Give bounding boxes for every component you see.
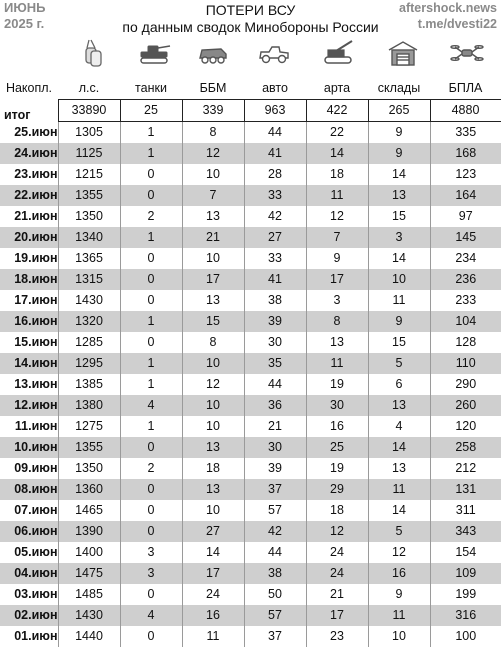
cell-artillery: 17	[306, 269, 368, 290]
cell-depots: 3	[368, 227, 430, 248]
col-header-afv: ББМ	[182, 78, 244, 100]
table-row	[0, 353, 501, 374]
cell-uav: 212	[430, 458, 501, 479]
col-header-vehicles: авто	[244, 78, 306, 100]
cell-tanks: 1	[120, 122, 182, 144]
cell-afv: 7	[182, 185, 244, 206]
cell-uav: 236	[430, 269, 501, 290]
cell-uav: 104	[430, 311, 501, 332]
cell-personnel: 1355	[58, 437, 120, 458]
cell-tanks: 1	[120, 311, 182, 332]
cell-tanks: 4	[120, 395, 182, 416]
cell-personnel: 1475	[58, 563, 120, 584]
cell-personnel: 1440	[58, 626, 120, 647]
row-date: 20.июн	[0, 227, 58, 248]
cell-afv: 10	[182, 416, 244, 437]
totals-label: итог	[0, 100, 58, 122]
table-row	[0, 458, 501, 479]
col-header-uav: БПЛА	[430, 78, 501, 100]
cell-vehicles: 39	[244, 311, 306, 332]
total-uav: 4880	[430, 100, 501, 122]
col-header-personnel: л.с.	[58, 78, 120, 100]
cell-personnel: 1355	[58, 185, 120, 206]
cell-uav: 258	[430, 437, 501, 458]
cell-depots: 15	[368, 332, 430, 353]
cumulative-label: Накопл.	[0, 78, 58, 100]
cell-personnel: 1125	[58, 143, 120, 164]
cell-afv: 16	[182, 605, 244, 626]
cell-uav: 123	[430, 164, 501, 185]
cell-afv: 13	[182, 437, 244, 458]
cell-tanks: 1	[120, 353, 182, 374]
cell-uav: 164	[430, 185, 501, 206]
cell-artillery: 23	[306, 626, 368, 647]
cell-afv: 21	[182, 227, 244, 248]
cell-depots: 9	[368, 584, 430, 605]
cell-personnel: 1430	[58, 290, 120, 311]
cell-vehicles: 42	[244, 521, 306, 542]
cell-tanks: 0	[120, 521, 182, 542]
total-depots: 265	[368, 100, 430, 122]
cell-artillery: 9	[306, 248, 368, 269]
cell-artillery: 12	[306, 521, 368, 542]
cell-artillery: 19	[306, 374, 368, 395]
cell-uav: 110	[430, 353, 501, 374]
cell-vehicles: 44	[244, 122, 306, 144]
cell-vehicles: 37	[244, 479, 306, 500]
cell-artillery: 12	[306, 206, 368, 227]
total-personnel: 33890	[58, 100, 120, 122]
cell-uav: 316	[430, 605, 501, 626]
cell-tanks: 0	[120, 626, 182, 647]
cell-vehicles: 42	[244, 206, 306, 227]
cell-artillery: 13	[306, 332, 368, 353]
row-date: 18.июн	[0, 269, 58, 290]
cell-depots: 11	[368, 479, 430, 500]
cell-artillery: 14	[306, 143, 368, 164]
row-date: 15.июн	[0, 332, 58, 353]
cell-artillery: 24	[306, 563, 368, 584]
row-date: 23.июн	[0, 164, 58, 185]
column-header-row	[0, 78, 501, 100]
cell-afv: 12	[182, 143, 244, 164]
table-row	[0, 416, 501, 437]
jeep-icon	[257, 38, 291, 68]
cell-tanks: 4	[120, 605, 182, 626]
row-date: 09.июн	[0, 458, 58, 479]
cell-personnel: 1465	[58, 500, 120, 521]
row-date: 04.июн	[0, 563, 58, 584]
cell-artillery: 19	[306, 458, 368, 479]
cell-depots: 13	[368, 458, 430, 479]
cell-depots: 10	[368, 269, 430, 290]
cell-depots: 9	[368, 311, 430, 332]
row-date: 21.июн	[0, 206, 58, 227]
cell-afv: 18	[182, 458, 244, 479]
cell-depots: 14	[368, 437, 430, 458]
warehouse-icon	[387, 38, 419, 68]
tank-icon	[138, 38, 172, 68]
cell-depots: 16	[368, 563, 430, 584]
cell-personnel: 1390	[58, 521, 120, 542]
cell-vehicles: 36	[244, 395, 306, 416]
row-date: 17.июн	[0, 290, 58, 311]
total-afv: 339	[182, 100, 244, 122]
cell-depots: 14	[368, 500, 430, 521]
cell-personnel: 1430	[58, 605, 120, 626]
cell-uav: 97	[430, 206, 501, 227]
table-row	[0, 479, 501, 500]
cell-vehicles: 38	[244, 290, 306, 311]
cell-vehicles: 35	[244, 353, 306, 374]
artillery-icon	[322, 38, 356, 68]
table-row	[0, 542, 501, 563]
losses-table	[0, 78, 501, 647]
row-date: 22.июн	[0, 185, 58, 206]
report-title: ПОТЕРИ ВСУ	[0, 2, 501, 19]
cell-personnel: 1400	[58, 542, 120, 563]
cell-tanks: 1	[120, 374, 182, 395]
report-header	[0, 0, 501, 76]
cell-uav: 335	[430, 122, 501, 144]
cell-artillery: 30	[306, 395, 368, 416]
cell-artillery: 25	[306, 437, 368, 458]
cell-artillery: 3	[306, 290, 368, 311]
cell-tanks: 2	[120, 458, 182, 479]
row-date: 07.июн	[0, 500, 58, 521]
apc-icon	[197, 38, 229, 68]
cell-vehicles: 33	[244, 248, 306, 269]
cell-afv: 12	[182, 374, 244, 395]
cell-artillery: 11	[306, 185, 368, 206]
cell-vehicles: 39	[244, 458, 306, 479]
cell-tanks: 0	[120, 290, 182, 311]
cell-depots: 14	[368, 164, 430, 185]
cell-depots: 15	[368, 206, 430, 227]
cell-uav: 109	[430, 563, 501, 584]
table-row	[0, 437, 501, 458]
cell-vehicles: 50	[244, 584, 306, 605]
cell-vehicles: 44	[244, 374, 306, 395]
cell-tanks: 2	[120, 206, 182, 227]
cell-tanks: 0	[120, 185, 182, 206]
cell-uav: 233	[430, 290, 501, 311]
cell-uav: 168	[430, 143, 501, 164]
total-vehicles: 963	[244, 100, 306, 122]
table-row	[0, 395, 501, 416]
cell-uav: 145	[430, 227, 501, 248]
cell-vehicles: 27	[244, 227, 306, 248]
cell-vehicles: 21	[244, 416, 306, 437]
source-channel-link[interactable]: t.me/dvesti22	[399, 16, 497, 32]
cell-afv: 10	[182, 248, 244, 269]
table-row	[0, 500, 501, 521]
cell-uav: 343	[430, 521, 501, 542]
table-row	[0, 605, 501, 626]
total-artillery: 422	[306, 100, 368, 122]
cell-personnel: 1380	[58, 395, 120, 416]
cell-personnel: 1305	[58, 122, 120, 144]
cell-afv: 10	[182, 164, 244, 185]
table-row	[0, 143, 501, 164]
cell-afv: 8	[182, 122, 244, 144]
cell-vehicles: 33	[244, 185, 306, 206]
cell-vehicles: 30	[244, 332, 306, 353]
cell-personnel: 1360	[58, 479, 120, 500]
cell-depots: 9	[368, 122, 430, 144]
cell-personnel: 1340	[58, 227, 120, 248]
cell-depots: 5	[368, 521, 430, 542]
row-date: 19.июн	[0, 248, 58, 269]
dogtag-icon	[77, 38, 107, 68]
col-header-depots: склады	[368, 78, 430, 100]
table-row	[0, 290, 501, 311]
table-row	[0, 584, 501, 605]
table-row	[0, 122, 501, 144]
cell-afv: 10	[182, 353, 244, 374]
cell-depots: 5	[368, 353, 430, 374]
cell-vehicles: 41	[244, 269, 306, 290]
cell-afv: 13	[182, 206, 244, 227]
cell-afv: 10	[182, 395, 244, 416]
cell-tanks: 1	[120, 143, 182, 164]
cell-afv: 10	[182, 500, 244, 521]
cell-depots: 12	[368, 542, 430, 563]
cell-afv: 14	[182, 542, 244, 563]
table-row	[0, 269, 501, 290]
cell-artillery: 22	[306, 122, 368, 144]
table-row	[0, 185, 501, 206]
table-row	[0, 563, 501, 584]
totals-row	[0, 100, 501, 122]
cell-vehicles: 28	[244, 164, 306, 185]
cell-vehicles: 37	[244, 626, 306, 647]
cell-personnel: 1275	[58, 416, 120, 437]
cell-vehicles: 41	[244, 143, 306, 164]
cell-artillery: 29	[306, 479, 368, 500]
year-label: 2025 г.	[4, 16, 45, 32]
table-row	[0, 332, 501, 353]
cell-artillery: 18	[306, 164, 368, 185]
source-links	[399, 0, 497, 32]
cell-personnel: 1350	[58, 206, 120, 227]
cell-personnel: 1350	[58, 458, 120, 479]
source-site-link[interactable]: aftershock.news	[399, 0, 497, 16]
col-header-artillery: арта	[306, 78, 368, 100]
cell-tanks: 0	[120, 269, 182, 290]
cell-personnel: 1285	[58, 332, 120, 353]
row-date: 14.июн	[0, 353, 58, 374]
cell-afv: 15	[182, 311, 244, 332]
table-row	[0, 521, 501, 542]
table-row	[0, 248, 501, 269]
cell-afv: 13	[182, 290, 244, 311]
cell-personnel: 1485	[58, 584, 120, 605]
cell-artillery: 17	[306, 605, 368, 626]
cell-afv: 17	[182, 269, 244, 290]
cell-depots: 13	[368, 185, 430, 206]
row-date: 24.июн	[0, 143, 58, 164]
cell-depots: 9	[368, 143, 430, 164]
cell-tanks: 0	[120, 248, 182, 269]
cell-tanks: 0	[120, 164, 182, 185]
cell-uav: 120	[430, 416, 501, 437]
row-date: 25.июн	[0, 122, 58, 144]
cell-vehicles: 38	[244, 563, 306, 584]
cell-depots: 10	[368, 626, 430, 647]
row-date: 13.июн	[0, 374, 58, 395]
cell-vehicles: 57	[244, 500, 306, 521]
cell-personnel: 1295	[58, 353, 120, 374]
cell-tanks: 1	[120, 416, 182, 437]
cell-uav: 154	[430, 542, 501, 563]
col-header-tanks: танки	[120, 78, 182, 100]
cell-personnel: 1315	[58, 269, 120, 290]
cell-artillery: 8	[306, 311, 368, 332]
table-row	[0, 164, 501, 185]
daily-rows	[0, 122, 501, 647]
cell-tanks: 0	[120, 584, 182, 605]
cell-artillery: 7	[306, 227, 368, 248]
cell-personnel: 1215	[58, 164, 120, 185]
row-date: 02.июн	[0, 605, 58, 626]
cell-vehicles: 30	[244, 437, 306, 458]
row-date: 08.июн	[0, 479, 58, 500]
table-row	[0, 227, 501, 248]
cell-uav: 100	[430, 626, 501, 647]
cell-afv: 24	[182, 584, 244, 605]
row-date: 11.июн	[0, 416, 58, 437]
report-subtitle: по данным сводок Минобороны России	[0, 19, 501, 36]
cell-artillery: 24	[306, 542, 368, 563]
cell-artillery: 18	[306, 500, 368, 521]
cell-tanks: 3	[120, 542, 182, 563]
cell-tanks: 0	[120, 479, 182, 500]
table-row	[0, 311, 501, 332]
cell-depots: 11	[368, 290, 430, 311]
cell-personnel: 1385	[58, 374, 120, 395]
cell-artillery: 11	[306, 353, 368, 374]
row-date: 10.июн	[0, 437, 58, 458]
table-row	[0, 374, 501, 395]
row-date: 03.июн	[0, 584, 58, 605]
row-date: 05.июн	[0, 542, 58, 563]
cell-artillery: 21	[306, 584, 368, 605]
cell-depots: 4	[368, 416, 430, 437]
cell-uav: 290	[430, 374, 501, 395]
cell-tanks: 3	[120, 563, 182, 584]
drone-icon	[450, 38, 484, 68]
cell-tanks: 1	[120, 227, 182, 248]
row-date: 06.июн	[0, 521, 58, 542]
cell-afv: 17	[182, 563, 244, 584]
cell-uav: 234	[430, 248, 501, 269]
cell-uav: 131	[430, 479, 501, 500]
row-date: 01.июн	[0, 626, 58, 647]
cell-uav: 260	[430, 395, 501, 416]
cell-vehicles: 57	[244, 605, 306, 626]
row-date: 16.июн	[0, 311, 58, 332]
cell-afv: 27	[182, 521, 244, 542]
cell-tanks: 0	[120, 332, 182, 353]
table-row	[0, 206, 501, 227]
cell-artillery: 16	[306, 416, 368, 437]
cell-depots: 14	[368, 248, 430, 269]
cell-uav: 128	[430, 332, 501, 353]
cell-afv: 8	[182, 332, 244, 353]
cell-tanks: 0	[120, 437, 182, 458]
cell-afv: 11	[182, 626, 244, 647]
month-label: ИЮНЬ	[4, 0, 45, 16]
cell-tanks: 0	[120, 500, 182, 521]
total-tanks: 25	[120, 100, 182, 122]
row-date: 12.июн	[0, 395, 58, 416]
cell-afv: 13	[182, 479, 244, 500]
cell-vehicles: 44	[244, 542, 306, 563]
cell-depots: 13	[368, 395, 430, 416]
cell-personnel: 1320	[58, 311, 120, 332]
cell-personnel: 1365	[58, 248, 120, 269]
cell-depots: 6	[368, 374, 430, 395]
cell-depots: 11	[368, 605, 430, 626]
cell-uav: 199	[430, 584, 501, 605]
table-row	[0, 626, 501, 647]
cell-uav: 311	[430, 500, 501, 521]
